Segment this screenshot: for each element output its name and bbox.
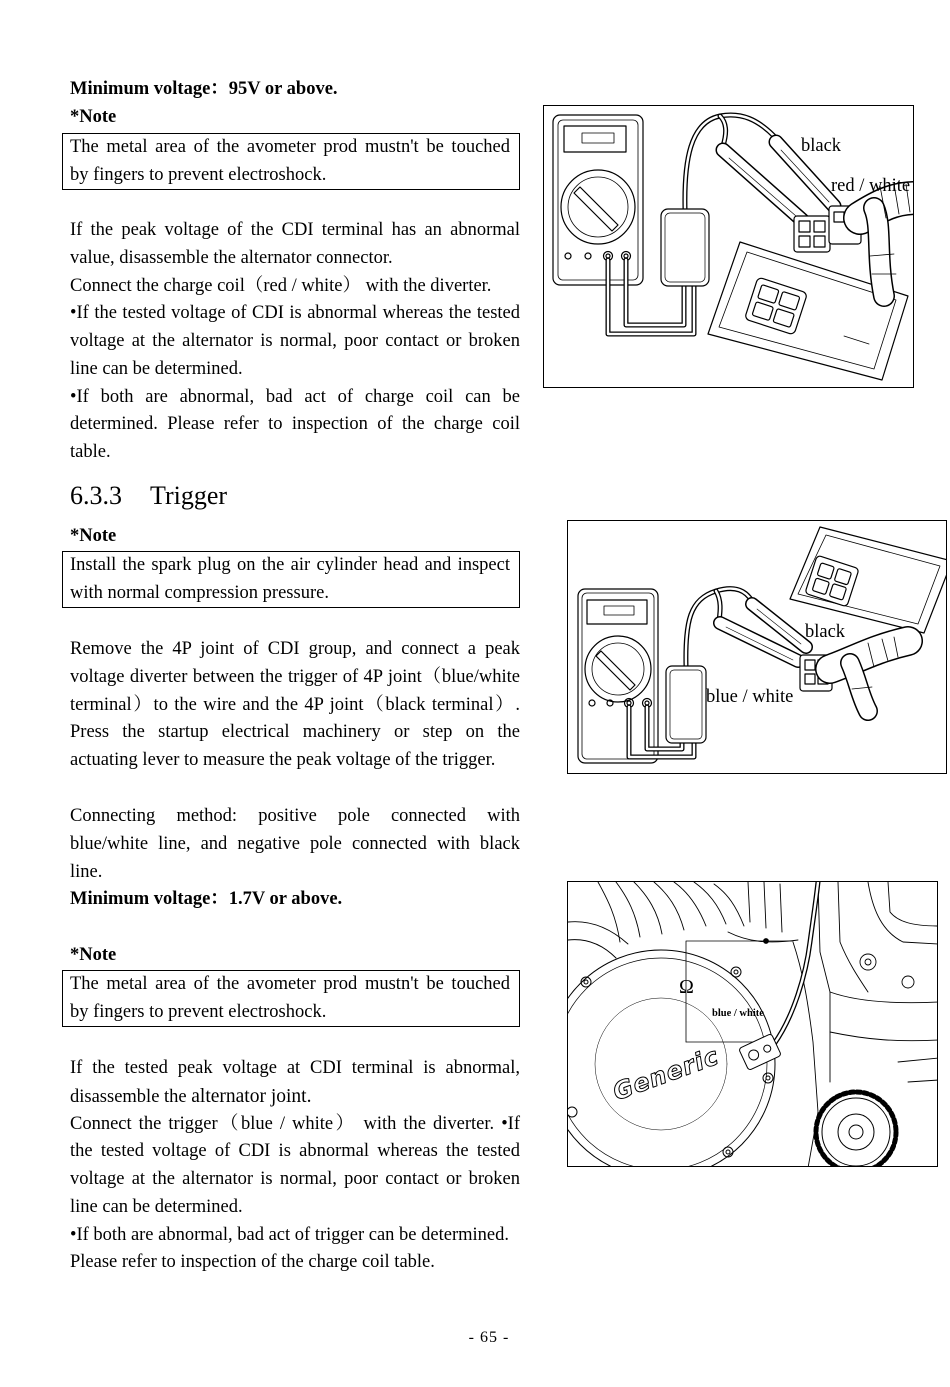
min-voltage-trigger: Minimum voltage：1.7V or above. [70, 889, 343, 910]
text-line: line can be determined. [70, 358, 243, 379]
text-line: voltage at the alternator is normal, poor contact or broken [70, 331, 520, 351]
logo-text: Generic [609, 1041, 723, 1107]
text-line: determined. Please refer to inspection of the charge coil [70, 414, 520, 435]
text-fragment: disassemble the [70, 1086, 192, 1107]
trigger-procedure-paragraph [70, 636, 520, 775]
page-number: - 65 - [468, 1329, 510, 1346]
text-line: table. [70, 442, 111, 462]
note-label: *Note [70, 526, 117, 546]
text-line: •If the tested voltage of CDI is abnormal whereas the tested [70, 303, 520, 324]
text-line: If the tested peak voltage at CDI terminal is abnormal, [70, 1058, 520, 1078]
section-number: 6.3.3 [70, 481, 122, 510]
text-line: the tested voltage of CDI is abnormal whereas the tested [70, 1141, 520, 1162]
text-line: voltage diverter between the trigger of 4P joint（blue/white [70, 666, 520, 687]
text-fragment: alternator joint. [191, 1085, 312, 1107]
diverter-icon [661, 209, 709, 286]
label-blue-white-wire: blue / white [712, 1008, 764, 1019]
wire-harness [830, 637, 908, 711]
text-line: value, disassemble the alternator connector. [70, 247, 393, 268]
note-box [62, 551, 520, 608]
note-label: *Note [70, 945, 117, 965]
text-line: line. [70, 861, 103, 882]
trigger-figure [567, 520, 947, 774]
text-line: Remove the 4P joint of CDI group, and connect a peak [70, 639, 520, 659]
diverter-icon [666, 666, 706, 743]
note-line: by fingers to prevent electroshock. [70, 164, 327, 185]
note-line: Install the spark plug on the air cylinder head and inspect [70, 555, 510, 575]
probe-icon [720, 604, 806, 661]
engine-figure [567, 881, 938, 1167]
text-line: line can be determined. [70, 1196, 243, 1217]
charge-coil-paragraph [70, 217, 520, 467]
wire-harness [860, 184, 914, 296]
trigger-inspection-paragraph [70, 1055, 520, 1277]
note-box [62, 133, 520, 190]
note-box [62, 970, 520, 1027]
text-line: Press the startup electrical machinery or step on the [70, 722, 520, 743]
note-line: The metal area of the avometer prod mustn't be touched [70, 974, 510, 994]
text-line: Connect the trigger（blue / white） with the diverter. •If [70, 1113, 520, 1134]
sprocket-icon [816, 1092, 896, 1167]
text-line: Connecting method: positive pole connected with [70, 806, 520, 826]
text-line: blue/white line, and negative pole connected with black [70, 833, 520, 854]
text-line: •If both are abnormal, bad act of charge coil can be [70, 386, 520, 407]
note-line: The metal area of the avometer prod mustn't be touched [70, 137, 510, 157]
min-voltage-charge: Minimum voltage：95V or above. [70, 79, 338, 99]
charge-coil-diagram [544, 106, 914, 388]
connecting-method-paragraph [70, 803, 520, 914]
text-line: Connect the charge coil（red / white） with the diverter. [70, 275, 492, 296]
section-title: Trigger [150, 481, 228, 510]
ohm-symbol: Ω [679, 976, 694, 998]
text-line: actuating lever to measure the peak voltage of the trigger. [70, 750, 496, 770]
text-line [70, 1083, 520, 1111]
label-black-wire: black [805, 622, 846, 642]
label-blue-white-wire: blue / white [706, 687, 794, 707]
section-heading [70, 480, 227, 512]
text-line: terminal）to the wire and the 4P joint（black terminal）. [70, 694, 520, 715]
cylinder-fins [568, 882, 798, 958]
cdi-unit-icon [790, 527, 947, 633]
label-black-wire: black [801, 136, 842, 156]
trigger-diagram [568, 521, 947, 774]
engine-drawing [568, 882, 938, 1167]
charge-coil-figure [543, 105, 914, 388]
text-line: Please refer to inspection of the charge coil table. [70, 1252, 435, 1273]
note-line: by fingers to prevent electroshock. [70, 1001, 327, 1022]
note-line: with normal compression pressure. [70, 582, 329, 603]
label-red-white-wire: red / white [831, 176, 911, 196]
text-line: •If both are abnormal, bad act of trigger can be determined. [70, 1224, 509, 1245]
multimeter-icon [553, 115, 643, 285]
text-line: voltage at the alternator is normal, poor contact or broken [70, 1169, 520, 1189]
text-line: If the peak voltage of the CDI terminal has an abnormal [70, 220, 520, 240]
note-label: *Note [70, 107, 117, 127]
